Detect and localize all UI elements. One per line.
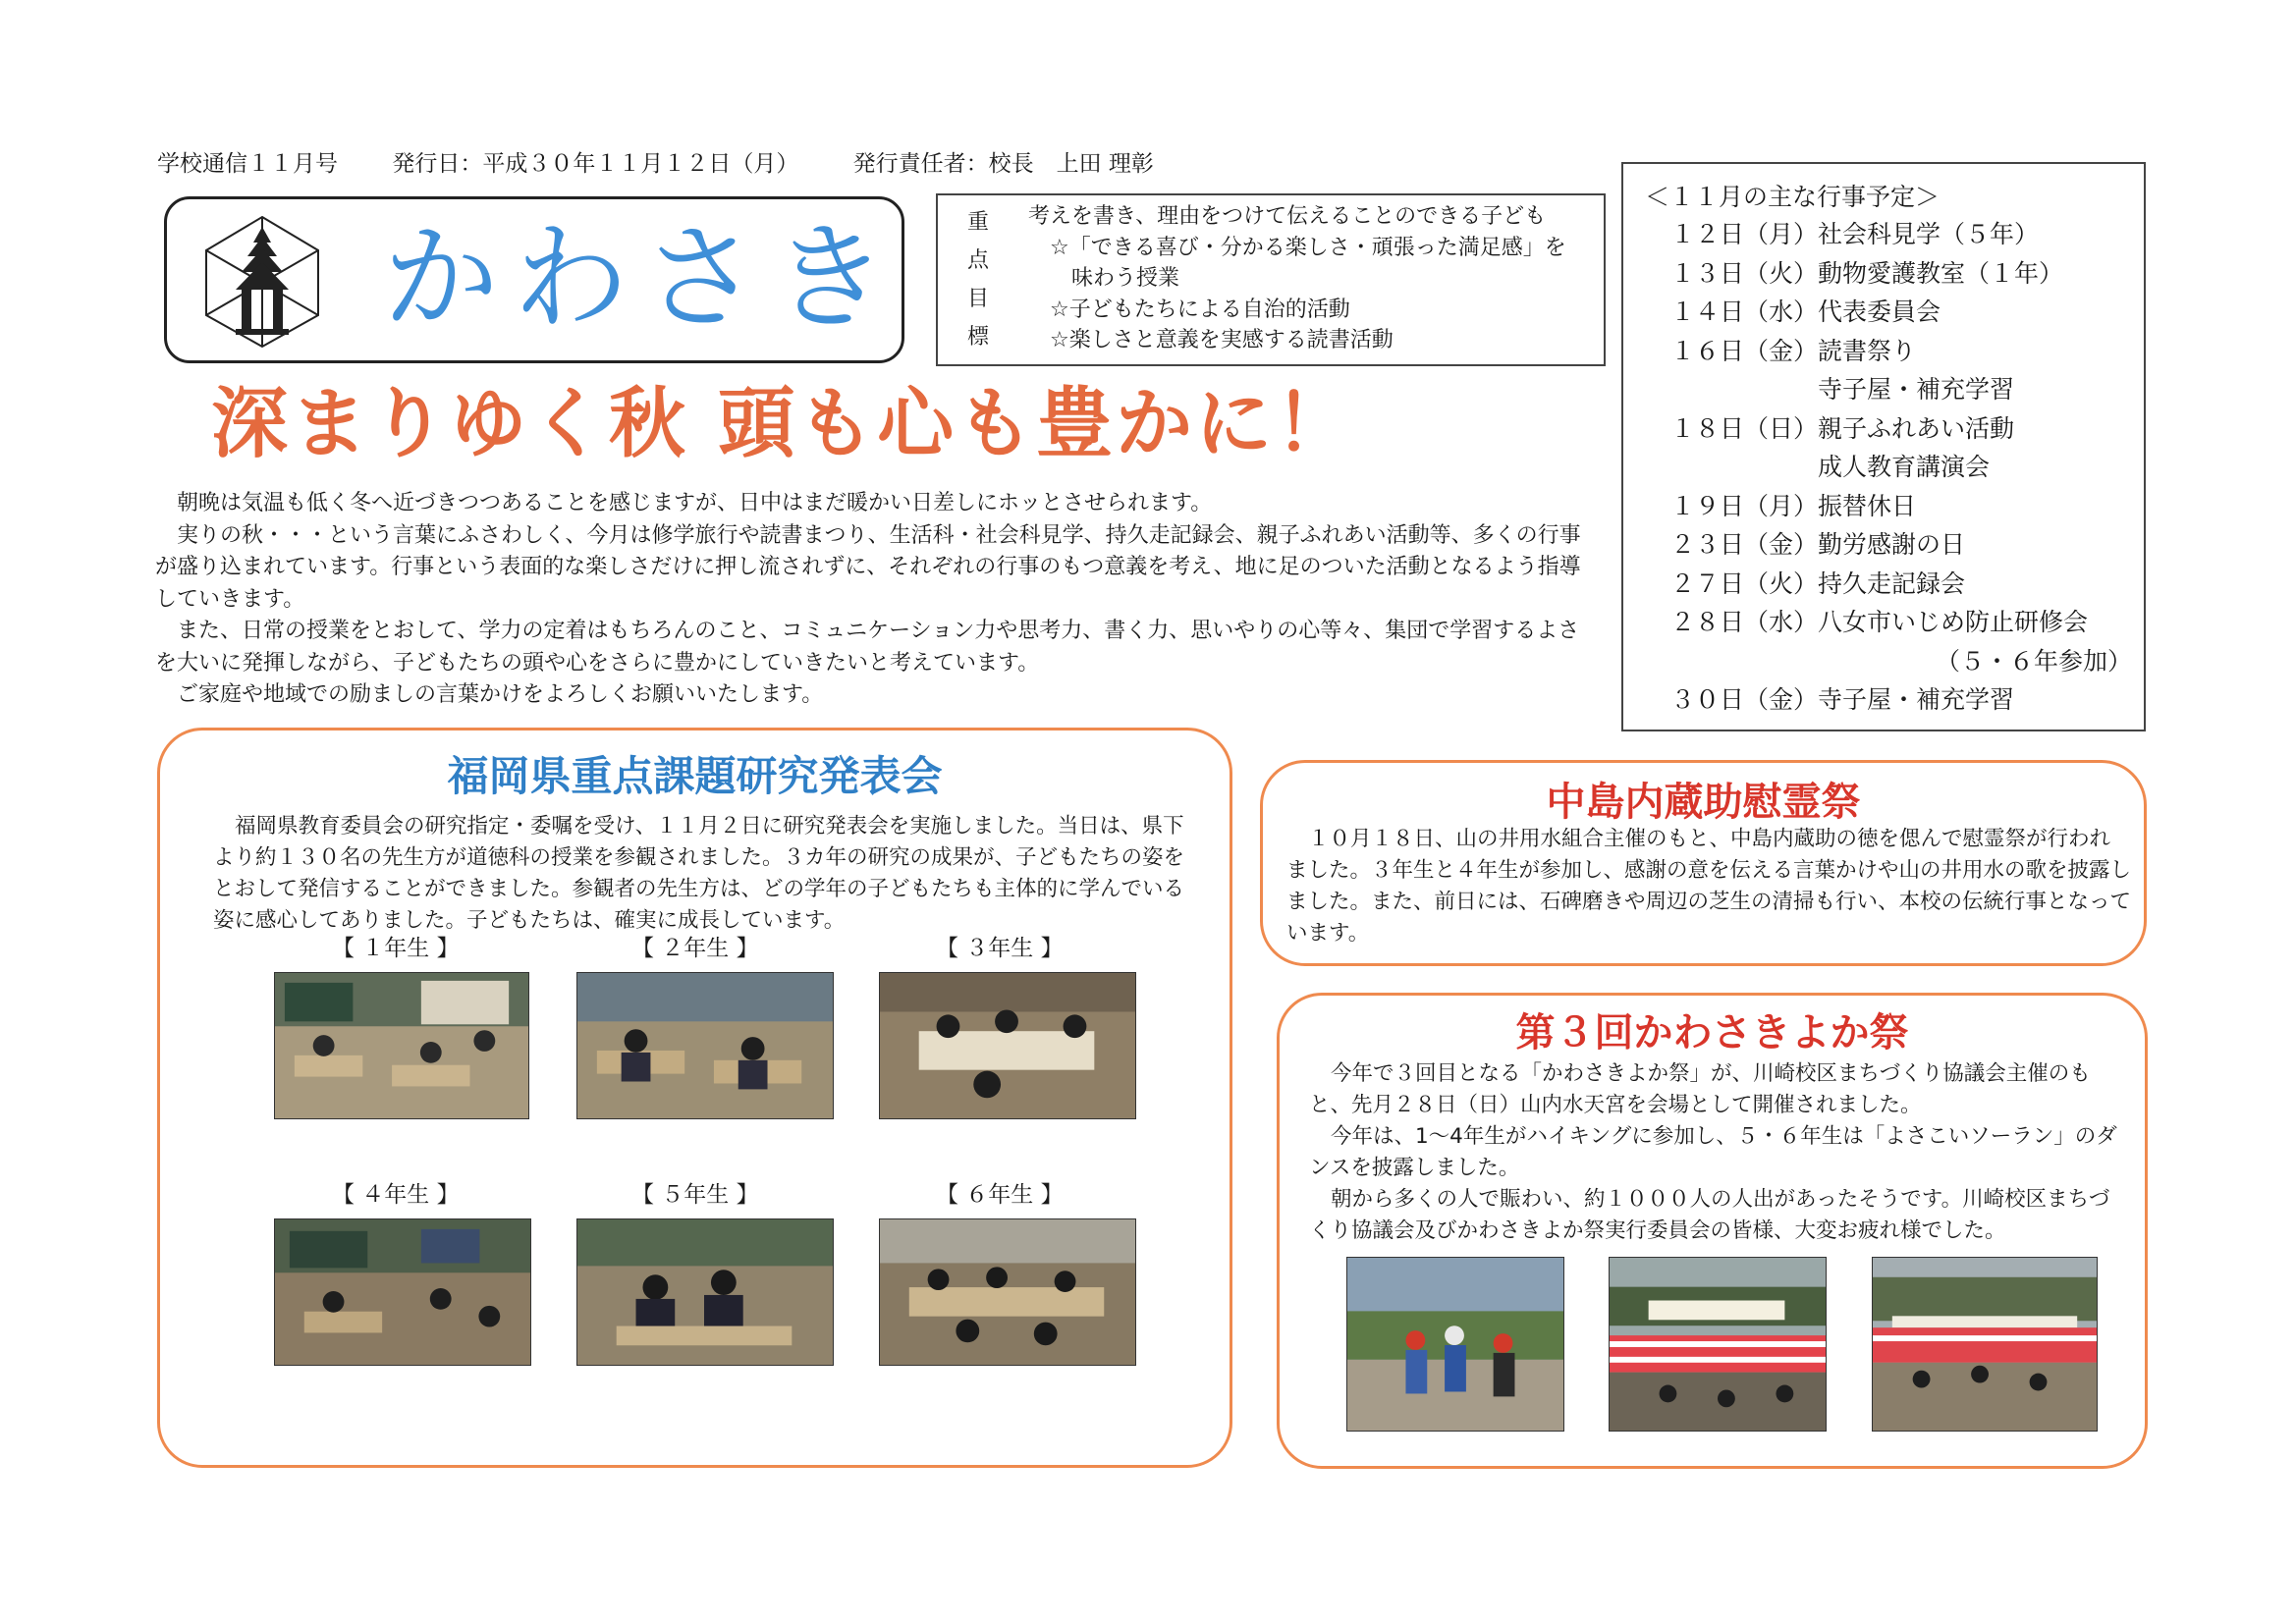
headline: 深まりゆく秋 頭も心も豊かに！: [211, 380, 1355, 468]
schedule-date: ２７日（火）: [1670, 568, 1819, 598]
schedule-row: [1670, 565, 2132, 604]
intro-paragraph: ご家庭や地域での励ましの言葉かけをよろしくお願いいたします。: [177, 682, 824, 707]
focus-label-char: 目: [966, 287, 989, 311]
schedule-row: [1670, 254, 2132, 294]
research-paragraph: 福岡県教育委員会の研究指定・委嘱を受け、１１月２日に研究発表会を実施しました。当日は、県下より約１３０名の先生方が道徳科の授業を参観されました。３カ年の研究の成果が、子どもたちの姿をとおして発信することができました。参観者の先生方は、どの学年の子どもたちも主体的に学んでいる姿に感心してありました。子どもたちは、確実に成長しています。: [213, 814, 1185, 933]
festival-photo-stage: [1609, 1257, 1827, 1432]
schedule-date: ２３日（金）: [1670, 530, 1819, 559]
schedule-date: １９日（月）: [1670, 491, 1819, 520]
schedule-event: 社会科見学（５年）: [1818, 220, 2040, 248]
schedule-event: 振替休日: [1818, 491, 1917, 520]
festival-body: [1309, 1058, 2124, 1247]
masthead-title: かわさき: [383, 210, 902, 346]
schedule-row: [1670, 332, 2132, 371]
festival-panel: [1277, 993, 2148, 1469]
publisher: 発行責任者：校長 上田 理彰: [852, 151, 1154, 177]
memorial-paragraph: １０月１８日、山の井用水組合主催のもと、中島内蔵助の徳を偲んで慰霊祭が行われました。３年生と４年生が参加し、感謝の意を伝える言葉かけや山の井用水の歌を披露しました。また、前日には、石碑磨きや周辺の芝生の清掃も行い、本校の伝統行事となっています。: [1286, 827, 2132, 946]
schedule-row: [1670, 487, 2132, 526]
focus-goals-box: [936, 193, 1606, 366]
schedule-row: [1670, 215, 2132, 254]
schedule-title: ＜１１月の主な行事予定＞: [1645, 183, 1941, 211]
schedule-date: [1670, 642, 1936, 681]
schedule-event: 親子ふれあい活動: [1818, 413, 2015, 443]
focus-goals-text: [1028, 201, 1566, 356]
schedule-date: ２８日（水）: [1670, 608, 1819, 636]
grade-label-6: 【 ６年生 】: [936, 1182, 1064, 1208]
schedule-row: [1670, 370, 2132, 409]
classroom-photo-grade-1: [274, 972, 529, 1119]
schedule-event: 勤労感謝の日: [1818, 530, 1966, 559]
focus-line: ☆子どもたちによる自治的活動: [1028, 297, 1350, 322]
masthead-logo: [164, 196, 904, 363]
grade-label-5: 【 ５年生 】: [631, 1182, 759, 1208]
focus-line: ☆「できる喜び・分かる楽しさ・頑張った満足感」を: [1028, 235, 1566, 260]
issue-date: 発行日：平成３０年１１月１２日（月）: [392, 151, 799, 177]
schedule-date: １２日（月）: [1670, 220, 1819, 248]
intro-text: [155, 488, 1599, 712]
schedule-row: [1670, 525, 2132, 565]
festival-title: 第３回かわさきよか祭: [1515, 1010, 1909, 1055]
school-crest-icon: [198, 213, 326, 351]
schedule-row: [1670, 448, 2132, 487]
schedule-date: １４日（水）: [1670, 298, 1819, 326]
schedule-date: ３０日（金）: [1670, 685, 1819, 714]
schedule-event: 成人教育講演会: [1818, 453, 1991, 481]
festival-photo-dance: [1872, 1257, 2098, 1432]
newsletter-meta: [157, 145, 1201, 178]
schedule-row: [1670, 642, 2132, 681]
festival-photo-hiking: [1346, 1257, 1564, 1432]
schedule-date: [1670, 370, 1818, 409]
schedule-event: 読書祭り: [1818, 336, 1917, 365]
memorial-panel: [1260, 760, 2147, 966]
classroom-photo-grade-2: [576, 972, 834, 1119]
grade-label-2: 【 ２年生 】: [631, 936, 759, 961]
focus-line: 考えを書き、理由をつけて伝えることのできる子ども: [1028, 204, 1547, 229]
schedule-event: 寺子屋・補充学習: [1818, 685, 2015, 714]
grade-label-4: 【 ４年生 】: [332, 1182, 460, 1208]
schedule-event: 代表委員会: [1818, 298, 1941, 326]
schedule-row: [1670, 293, 2132, 332]
research-title: 福岡県重点課題研究発表会: [447, 752, 943, 800]
schedule-event: 動物愛護教室（１年）: [1818, 258, 2064, 288]
festival-paragraph: 今年で３回目となる「かわさきよか祭」が、川崎校区まちづくり協議会主催のもと、先月２８日（日）山内水天宮を会場として開催されました。: [1309, 1061, 2091, 1117]
schedule-list: [1670, 215, 2132, 720]
focus-label-char: 点: [966, 248, 989, 273]
schedule-date: １３日（火）: [1670, 258, 1819, 288]
classroom-photo-grade-5: [576, 1218, 834, 1366]
intro-paragraph: 朝晩は気温も低く冬へ近づきつつあることを感じますが、日中はまだ暖かい日差しにホッとさせられます。: [177, 491, 1213, 515]
festival-paragraph: 朝から多くの人で賑わい、約１０００人の人出があったそうです。川崎校区まちづくり協議会及びかわさきよか祭実行委員会の皆様、大変お疲れ様でした。: [1309, 1187, 2110, 1243]
intro-paragraph: 実りの秋・・・という言葉にふさわしく、今月は修学旅行や読書まつり、生活科・社会科見学、持久走記録会、親子ふれあい活動等、多くの行事が盛り込まれています。行事という表面的な楽しさだけに押し流されずに、それぞれの行事のもつ意義を考え、地に足のついた活動となるよう指導していきます。: [155, 522, 1581, 612]
festival-paragraph: 今年は、1～4年生がハイキングに参加し、５・６年生は「よさこいソーラン」のダンスを披露しました。: [1309, 1124, 2117, 1180]
schedule-event: 持久走記録会: [1818, 568, 1966, 598]
grade-label-3: 【 ３年生 】: [936, 936, 1064, 961]
focus-goals-label: [963, 203, 993, 356]
focus-label-char: 重: [966, 210, 989, 235]
intro-paragraph: また、日常の授業をとおして、学力の定着はもちろんのこと、コミュニケーション力や思考力、書く力、思いやりの心等々、集団で学習するよさを大いに発揮しながら、子どもたちの頭や心をさらに豊かにしていきたいと考えています。: [155, 619, 1580, 676]
focus-line: 味わう授業: [1028, 266, 1180, 291]
schedule-row: [1670, 409, 2132, 449]
memorial-title: 中島内蔵助慰霊祭: [1546, 780, 1861, 825]
schedule-event: 寺子屋・補充学習: [1818, 375, 2015, 404]
focus-label-char: 標: [966, 325, 989, 350]
schedule-date: １８日（日）: [1670, 413, 1819, 443]
november-schedule: [1621, 162, 2146, 731]
schedule-date: [1670, 448, 1818, 487]
grade-label-1: 【 １年生 】: [332, 936, 460, 961]
issue-label: 学校通信１１月号: [157, 151, 338, 177]
classroom-photo-grade-4: [274, 1218, 531, 1366]
research-body: [213, 811, 1195, 937]
focus-line: ☆楽しさと意義を実感する読書活動: [1028, 328, 1394, 352]
classroom-photo-grade-3: [879, 972, 1136, 1119]
memorial-body: [1286, 824, 2131, 949]
schedule-row: [1670, 680, 2132, 720]
research-panel: [157, 728, 1232, 1468]
schedule-row: [1670, 603, 2132, 642]
schedule-date: １６日（金）: [1670, 336, 1819, 365]
schedule-event: 八女市いじめ防止研修会: [1818, 608, 2089, 636]
classroom-photo-grade-6: [879, 1218, 1136, 1366]
schedule-event: （５・６年参加）: [1936, 646, 2133, 676]
